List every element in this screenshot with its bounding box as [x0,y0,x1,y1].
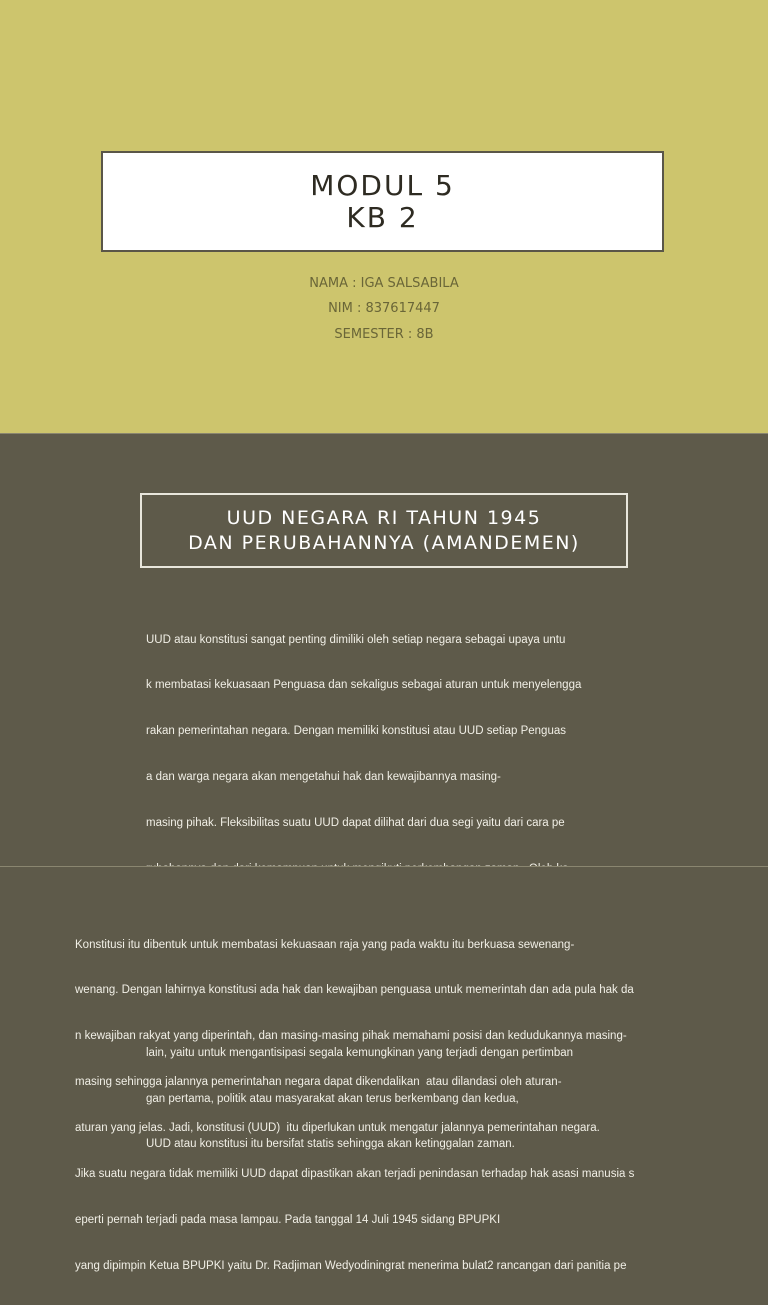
paragraph-line: Konstitusi itu dibentuk untuk membatasi kekuasaan raja yang pada waktu itu berkuasa sewenang- [75,938,575,951]
paragraph-line: masing sehingga jalannya pemerintahan negara dapat dikendalikan atau dilandasi oleh aturan- [75,1076,562,1089]
paragraph-line: n kewajiban rakyat yang diperintah, dan masing-masing pihak memahami posisi dan kedudukannya masing- [75,1030,627,1043]
paragraph-line: Jika suatu negara tidak memiliki UUD dapat dipastikan akan terjadi penindasan terhadap hak asasi manusia s [75,1168,635,1181]
title-box [101,151,664,252]
student-nim: NIM : 837617447 [328,301,440,316]
paragraph-line: aturan yang jelas. Jadi, konstitusi (UUD) itu diperlukan untuk mengatur jalannya pemerintahan negara. [75,1122,600,1135]
paragraph-line: eperti pernah terjadi pada masa lampau. Pada tanggal 14 Juli 1945 sidang BPUPKI [75,1213,501,1226]
paragraph-line: gan pertama, politik atau masyarakat akan terus berkembang dan kedua, [146,1092,519,1105]
paragraph-line: a dan warga negara akan mengetahui hak dan kewajibannya masing- [146,771,501,784]
slide-title [0,0,768,433]
paragraph-line: wenang. Dengan lahirnya konstitusi ada hak dan kewajiban penguasa untuk memerintah dan ada pula hak da [75,984,634,997]
student-semester: SEMESTER : 8B [334,327,434,342]
title-kb: KB 2 [346,200,419,234]
student-name: NAMA : IGA SALSABILA [309,276,459,291]
paragraph-line: yang dipimpin Ketua BPUPKI yaitu Dr. Radjiman Wedyodiningrat menerima bulat2 rancangan dari panitia pe [75,1259,627,1272]
section-heading-line2: DAN PERUBAHANNYA (AMANDEMEN) [188,531,580,554]
section-heading-line1: UUD NEGARA RI TAHUN 1945 [226,506,542,529]
paragraph-line: UUD atau konstitusi itu bersifat statis sehingga akan ketinggalan zaman. [146,1138,515,1151]
konstitusi-paragraph [75,907,634,1305]
section-heading-box [140,493,628,568]
paragraph-line: k membatasi kekuasaan Penguasa dan sekaligus sebagai aturan untuk menyelengga [146,679,582,692]
paragraph-line: rakan pemerintahan negara. Dengan memiliki konstitusi atau UUD setiap Penguas [146,725,566,738]
paragraph-line: masing pihak. Fleksibilitas suatu UUD dapat dilihat dari dua segi yaitu dari cara pe [146,817,565,830]
title-module: MODUL 5 [310,168,455,202]
paragraph-line: UUD atau konstitusi sangat penting dimiliki oleh setiap negara sebagai upaya untu [146,633,566,646]
paragraph-line: lain, yaitu untuk mengantisipasi segala kemungkinan yang terjadi dengan pertimban [146,1046,574,1059]
